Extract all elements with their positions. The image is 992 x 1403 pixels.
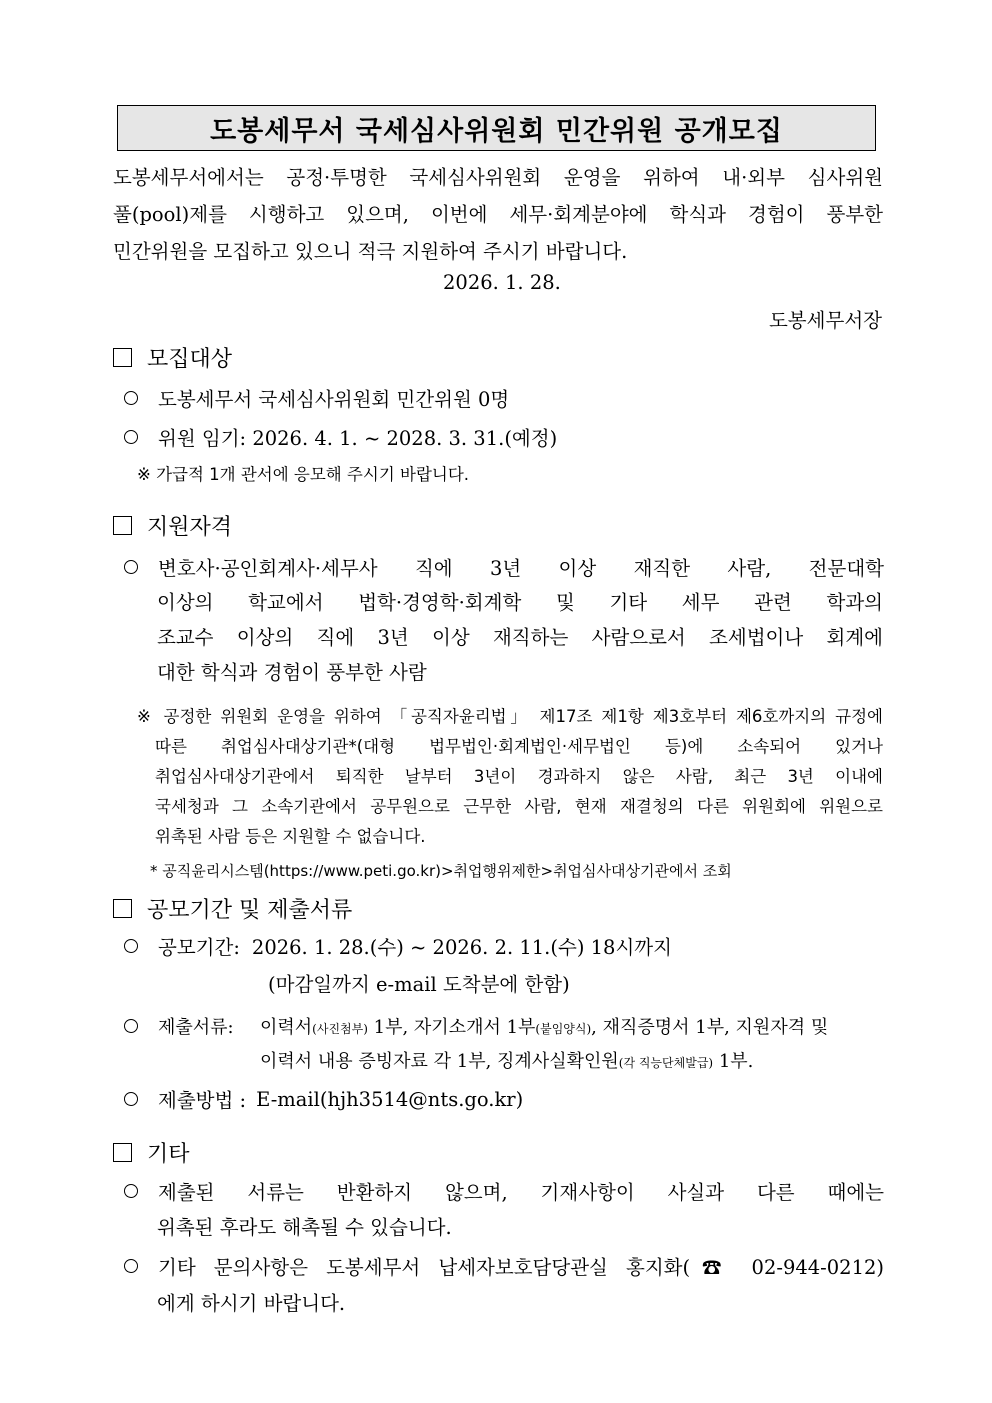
checkbox-square-icon: [113, 516, 132, 535]
list-item-text: 위촉된 후라도 해촉될 수 있습니다.: [157, 1216, 452, 1239]
note-line: 국세청과 그 소속기관에서 공무원으로 근무한 사람, 현재 재결청의 다른 위원회에 위원으로: [155, 797, 883, 816]
circle-bullet-icon: [124, 1019, 138, 1033]
list-item: [124, 423, 557, 451]
list-item: [124, 384, 509, 412]
list-item: [124, 1013, 234, 1039]
note-line: 따른 취업심사대상기관*(대형 법무법인·회계법인·세무법인 등)에 소속되어 있거나: [155, 737, 883, 756]
checkbox-square-icon: [113, 899, 132, 918]
note-line: ※ 공정한 위원회 운영을 위하여 「공직자윤리법」 제17조 제1항 제3호부터 제6호까지의 규정에: [137, 707, 883, 726]
intro-line-1: 도봉세무서에서는 공정·투명한 국세심사위원회 운영을 위하여 내·외부 심사위원: [113, 166, 883, 189]
doc-note: (각 직능단체발급): [618, 1056, 714, 1070]
doc-text: 이력서 내용 증빙자료 각 1부, 징계사실확인원: [260, 1051, 619, 1072]
list-item: [124, 1177, 884, 1205]
circle-bullet-icon: [124, 560, 138, 574]
circle-bullet-icon: [124, 430, 138, 444]
circle-bullet-icon: [124, 1092, 138, 1106]
list-item-text: 에게 하시기 바랍니다.: [157, 1292, 346, 1315]
list-item-text: 대한 학식과 경험이 풍부한 사람: [157, 661, 427, 684]
list-item-text: 조교수 이상의 직에 3년 이상 재직하는 사람으로서 조세법이나 회계에: [157, 626, 883, 649]
section-heading-label: 기타: [147, 1142, 190, 1167]
section-heading-recruit-target: [113, 342, 232, 373]
doc-text: 이력서: [260, 1017, 313, 1038]
documents-line-2: [260, 1047, 753, 1073]
method-label: 제출방법 :: [158, 1089, 247, 1112]
doc-text: , 재직증명서 1부, 지원자격 및: [591, 1017, 829, 1038]
section-heading-qualifications: [113, 510, 232, 541]
list-item: [124, 553, 884, 581]
doc-note: (사진첨부): [312, 1022, 368, 1036]
list-item-text: 도봉세무서 국세심사위원회 민간위원 0명: [158, 388, 510, 411]
method-value: E-mail(hjh3514@nts.go.kr): [256, 1087, 524, 1111]
list-item-text: 변호사·공인회계사·세무사 직에 3년 이상 재직한 사람, 전문대학: [158, 557, 884, 580]
list-item: [124, 1085, 523, 1113]
intro-line-2: 풀(pool)제를 시행하고 있으며, 이번에 세무·회계분야에 학식과 경험이 풍부한: [113, 203, 883, 226]
section-heading-label: 모집대상: [147, 347, 233, 372]
list-item-text: 이상의 학교에서 법학·경영학·회계학 및 기타 세무 관련 학과의: [157, 591, 883, 614]
note: ※ 가급적 1개 관서에 응모해 주시기 바랍니다.: [137, 465, 470, 484]
period-sub: (마감일까지 e-mail 도착분에 한함): [268, 973, 570, 996]
note-line: 위촉된 사람 등은 지원할 수 없습니다.: [155, 827, 426, 846]
note-line: 취업심사대상기관에서 퇴직한 날부터 3년이 경과하지 않은 사람, 최근 3년 이내에: [155, 767, 883, 786]
list-item-text: 위원 임기: 2026. 4. 1. ~ 2028. 3. 31.(예정): [158, 427, 558, 450]
documents-line-1: [260, 1013, 828, 1039]
list-item-text: 제출된 서류는 반환하지 않으며, 기재사항이 사실과 다른 때에는: [158, 1181, 884, 1204]
footnote: * 공직윤리시스템(https://www.peti.go.kr)>취업행위제한>취업심사대상기관에서 조회: [150, 862, 732, 880]
checkbox-square-icon: [113, 348, 132, 367]
checkbox-square-icon: [113, 1143, 132, 1162]
period-label: 공모기간:: [158, 936, 240, 959]
notice-date: 2026. 1. 28.: [443, 271, 561, 294]
circle-bullet-icon: [124, 939, 138, 953]
doc-text: 1부.: [713, 1051, 754, 1072]
circle-bullet-icon: [124, 391, 138, 405]
doc-note: (붙임양식): [535, 1022, 592, 1036]
list-item: [124, 932, 672, 960]
doc-text: 1부, 자기소개서 1부: [367, 1017, 536, 1038]
title-box: [117, 105, 876, 151]
section-heading-label: 지원자격: [147, 515, 233, 540]
section-heading-label: 공모기간 및 제출서류: [147, 898, 353, 923]
section-heading-etc: [113, 1137, 190, 1168]
documents-label: 제출서류:: [158, 1017, 234, 1038]
section-heading-period-documents: [113, 893, 352, 924]
circle-bullet-icon: [124, 1184, 138, 1198]
circle-bullet-icon: [124, 1259, 138, 1273]
signer: 도봉세무서장: [768, 309, 882, 332]
period-value: 2026. 1. 28.(수) ~ 2026. 2. 11.(수) 18시까지: [251, 936, 672, 959]
page-title: 도봉세무서 국세심사위원회 민간위원 공개모집: [210, 115, 783, 147]
list-item-text: 기타 문의사항은 도봉세무서 납세자보호담당관실 홍지화(☎ 02-944-0212): [158, 1256, 884, 1279]
intro-line-3: 민간위원을 모집하고 있으니 적극 지원하여 주시기 바랍니다.: [113, 240, 628, 263]
list-item: [124, 1252, 884, 1280]
